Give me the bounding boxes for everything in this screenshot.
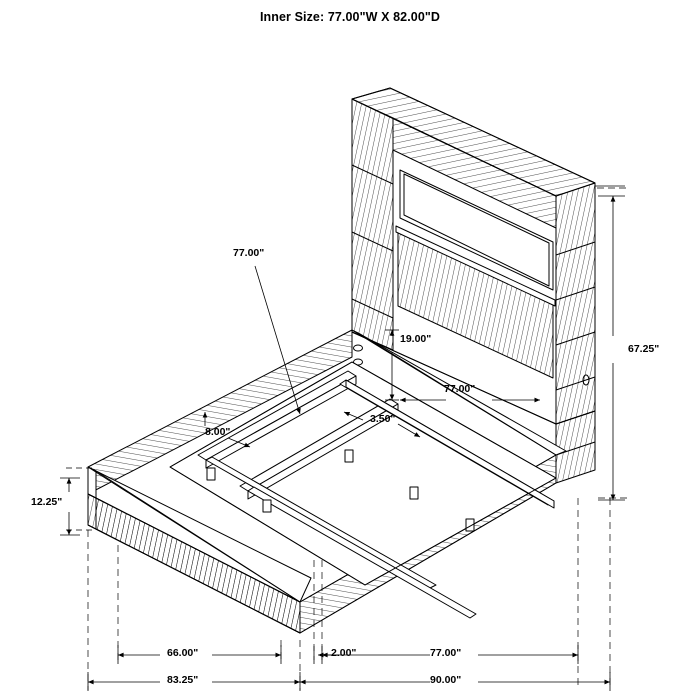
dimline-66 bbox=[118, 645, 281, 664]
dim-label-slat-height: 19.00" bbox=[400, 333, 432, 345]
dim-label-overall-90: 90.00" bbox=[430, 674, 462, 686]
dim-label-footboard-height: 12.25" bbox=[31, 496, 63, 508]
dim-label-slat-width: 3.50" bbox=[370, 413, 396, 425]
dimline-footboard-height bbox=[60, 478, 80, 535]
page-title: Inner Size: 77.00"W X 82.00"D bbox=[259, 10, 441, 24]
dim-label-headboard-height: 67.25" bbox=[628, 343, 660, 355]
dim-label-overall-77: 77.00" bbox=[430, 647, 462, 659]
dim-label-base-83: 83.25" bbox=[167, 674, 199, 686]
dim-label-rail-thickness: 2.00" bbox=[331, 647, 357, 659]
dimline-headboard-height bbox=[595, 186, 625, 500]
dim-label-base-66: 66.00" bbox=[167, 647, 199, 659]
extline-headboard bbox=[597, 188, 628, 498]
dim-label-mattress-width: 77.00" bbox=[233, 247, 265, 259]
right-side-rail bbox=[556, 411, 595, 483]
bolt-hole-left bbox=[354, 345, 363, 351]
dim-label-inner-width: 77.00" bbox=[444, 383, 476, 395]
headboard-left-column bbox=[352, 99, 393, 350]
dim-label-rail-offset: 8.00" bbox=[205, 426, 231, 438]
